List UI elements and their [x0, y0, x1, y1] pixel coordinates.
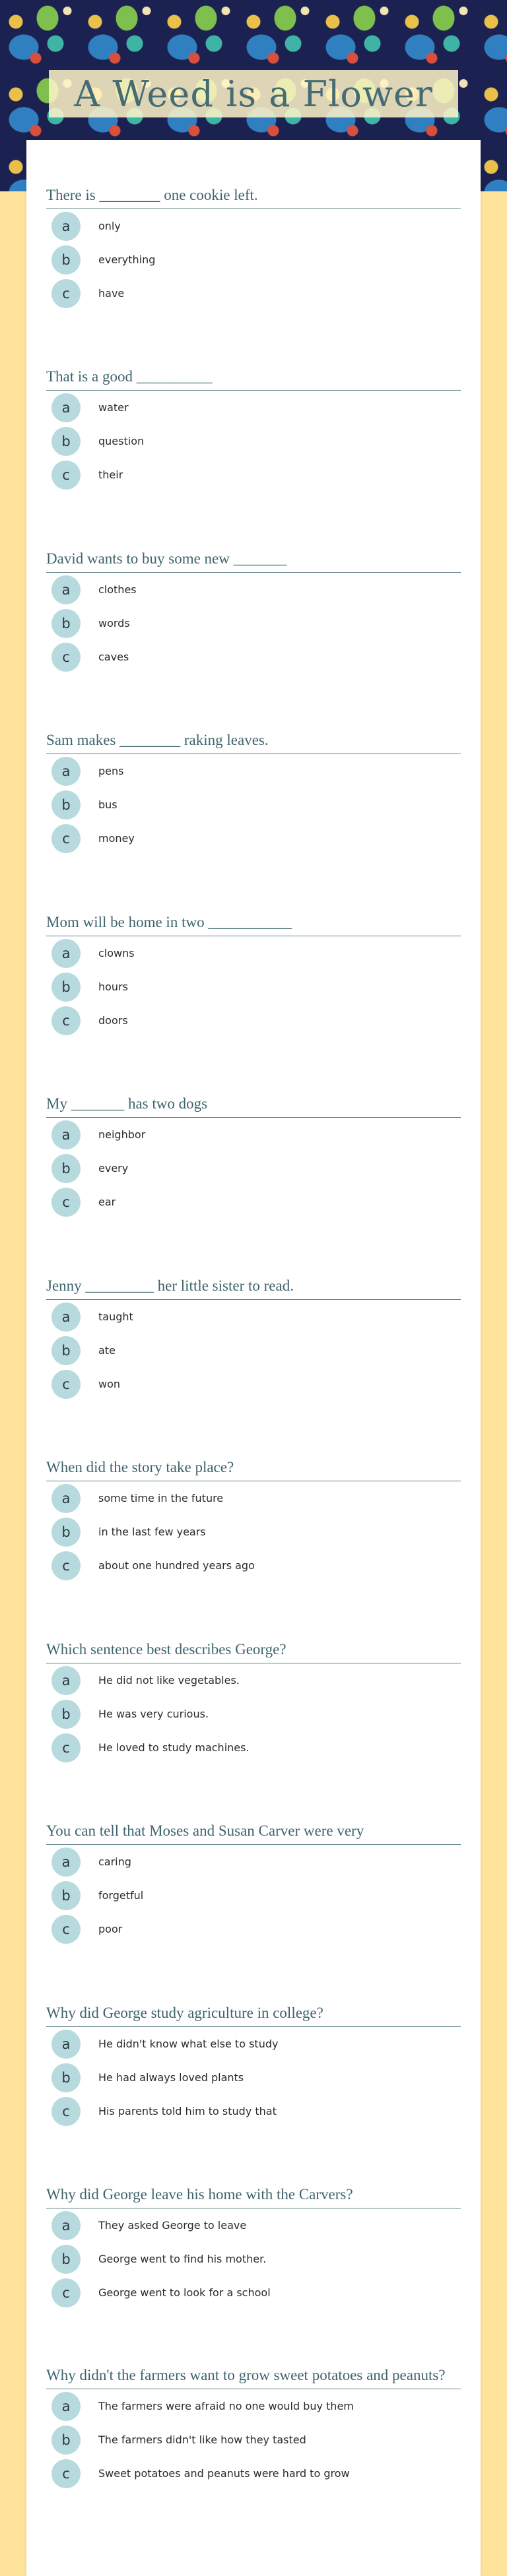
option-letter-badge[interactable]: b — [51, 427, 81, 456]
option-letter-badge[interactable]: b — [51, 609, 81, 638]
option-letter-badge[interactable]: b — [51, 790, 81, 820]
option-text: forgetful — [98, 1889, 144, 1902]
option-letter-badge[interactable]: b — [51, 1518, 81, 1547]
option-text: about one hundred years ago — [98, 1559, 255, 1572]
option-text: ear — [98, 1196, 116, 1208]
option-letter-badge[interactable]: a — [51, 1120, 81, 1149]
question-5 — [46, 913, 461, 1037]
answer-option[interactable] — [46, 424, 461, 458]
option-text: He was very curious. — [98, 1708, 209, 1720]
answer-option[interactable] — [46, 1912, 461, 1946]
option-letter-badge[interactable]: b — [51, 1336, 81, 1365]
question-2 — [46, 368, 461, 492]
question-text: You can tell that Moses and Susan Carver were very — [46, 1822, 461, 1845]
answer-option[interactable] — [46, 1549, 461, 1582]
option-text: George went to find his mother. — [98, 2253, 267, 2265]
answer-option[interactable] — [46, 209, 461, 243]
worksheet-sheet — [26, 140, 481, 2576]
question-text: Mom will be home in two ___________ — [46, 913, 461, 936]
option-text: question — [98, 435, 145, 447]
option-text: in the last few years — [98, 1526, 206, 1538]
option-letter-badge[interactable]: c — [51, 1370, 81, 1399]
worksheet-title: A Weed is a Flower — [74, 73, 433, 115]
option-text: They asked George to leave — [98, 2219, 247, 2232]
option-text: everything — [98, 253, 156, 266]
option-letter-badge[interactable]: a — [51, 393, 81, 422]
answer-option[interactable] — [46, 2389, 461, 2423]
answer-option[interactable] — [46, 1515, 461, 1549]
option-text: bus — [98, 798, 118, 811]
question-text: My _______ has two dogs — [46, 1095, 461, 1118]
option-letter-badge[interactable]: c — [51, 643, 81, 672]
question-9 — [46, 1640, 461, 1764]
option-letter-badge[interactable]: a — [51, 1303, 81, 1332]
question-text: David wants to buy some new _______ — [46, 550, 461, 573]
option-text: only — [98, 220, 121, 232]
answer-option[interactable] — [46, 2242, 461, 2276]
option-text: taught — [98, 1310, 133, 1323]
question-text: That is a good __________ — [46, 368, 461, 391]
option-letter-badge[interactable]: c — [51, 279, 81, 308]
option-letter-badge[interactable]: b — [51, 973, 81, 1002]
question-6 — [46, 1095, 461, 1219]
option-text: money — [98, 832, 135, 845]
answer-option[interactable] — [46, 2457, 461, 2490]
option-letter-badge[interactable]: b — [51, 2063, 81, 2092]
option-letter-badge[interactable]: a — [51, 2392, 81, 2421]
option-text: water — [98, 401, 129, 414]
option-text: their — [98, 468, 123, 481]
option-letter-badge[interactable]: a — [51, 2211, 81, 2240]
option-text: He didn't know what else to study — [98, 2038, 279, 2050]
answer-option[interactable] — [46, 276, 461, 310]
option-letter-badge[interactable]: a — [51, 575, 81, 604]
answer-option[interactable] — [46, 1118, 461, 1151]
answer-option[interactable] — [46, 1879, 461, 1912]
question-text: Why did George leave his home with the Carvers? — [46, 2185, 461, 2208]
option-letter-badge[interactable]: c — [51, 2459, 81, 2488]
answer-option[interactable] — [46, 640, 461, 674]
answer-option[interactable] — [46, 1004, 461, 1037]
answer-option[interactable] — [46, 606, 461, 640]
question-12 — [46, 2185, 461, 2309]
answer-option[interactable] — [46, 2276, 461, 2309]
answer-option[interactable] — [46, 821, 461, 855]
question-text: Which sentence best describes George? — [46, 1640, 461, 1663]
option-letter-badge[interactable]: b — [51, 1700, 81, 1729]
answer-option[interactable] — [46, 936, 461, 970]
option-letter-badge[interactable]: c — [51, 1551, 81, 1580]
question-7 — [46, 1277, 461, 1401]
option-letter-badge[interactable]: a — [51, 1848, 81, 1877]
option-text: clothes — [98, 583, 137, 596]
option-letter-badge[interactable]: a — [51, 1484, 81, 1513]
title-box — [49, 70, 458, 117]
question-text: There is ________ one cookie left. — [46, 186, 461, 209]
option-text: doors — [98, 1014, 128, 1027]
option-letter-badge[interactable]: c — [51, 824, 81, 853]
option-text: He did not like vegetables. — [98, 1674, 240, 1687]
answer-option[interactable] — [46, 1185, 461, 1219]
option-text: have — [98, 287, 125, 300]
question-13 — [46, 2366, 461, 2490]
answer-option[interactable] — [46, 1731, 461, 1764]
question-3 — [46, 550, 461, 674]
option-letter-badge[interactable]: a — [51, 939, 81, 968]
option-text: The farmers didn't like how they tasted — [98, 2433, 306, 2446]
option-text: His parents told him to study that — [98, 2105, 277, 2117]
option-letter-badge[interactable]: c — [51, 461, 81, 490]
answer-option[interactable] — [46, 2061, 461, 2094]
answer-option[interactable] — [46, 754, 461, 788]
option-text: ate — [98, 1344, 116, 1357]
question-11 — [46, 2004, 461, 2128]
answer-option[interactable] — [46, 970, 461, 1004]
option-text: hours — [98, 981, 128, 993]
answer-option[interactable] — [46, 2208, 461, 2242]
option-text: neighbor — [98, 1128, 146, 1141]
option-text: caves — [98, 651, 129, 663]
option-text: He had always loved plants — [98, 2071, 244, 2084]
question-text: Why did George study agriculture in college? — [46, 2004, 461, 2027]
option-text: some time in the future — [98, 1492, 224, 1504]
answer-option[interactable] — [46, 2094, 461, 2128]
answer-option[interactable] — [46, 1663, 461, 1697]
answer-option[interactable] — [46, 1334, 461, 1367]
option-letter-badge[interactable]: c — [51, 2278, 81, 2307]
answer-option[interactable] — [46, 1697, 461, 1731]
option-letter-badge[interactable]: a — [51, 757, 81, 786]
answer-option[interactable] — [46, 573, 461, 606]
question-text: Why didn't the farmers want to grow sweet potatoes and peanuts? — [46, 2366, 461, 2389]
option-letter-badge[interactable]: a — [51, 2030, 81, 2059]
answer-option[interactable] — [46, 788, 461, 821]
option-letter-badge[interactable]: c — [51, 1188, 81, 1217]
option-letter-badge[interactable]: c — [51, 1733, 81, 1762]
option-letter-badge[interactable]: c — [51, 1915, 81, 1944]
option-letter-badge[interactable]: b — [51, 245, 81, 274]
option-letter-badge[interactable]: b — [51, 1881, 81, 1910]
question-text: When did the story take place? — [46, 1458, 461, 1481]
option-text: poor — [98, 1923, 123, 1935]
answer-option[interactable] — [46, 458, 461, 492]
answer-option[interactable] — [46, 1845, 461, 1879]
option-letter-badge[interactable]: c — [51, 2097, 81, 2126]
question-1 — [46, 186, 461, 310]
question-text: Sam makes ________ raking leaves. — [46, 731, 461, 754]
option-text: won — [98, 1378, 121, 1390]
option-letter-badge[interactable]: b — [51, 2245, 81, 2274]
option-letter-badge[interactable]: b — [51, 1154, 81, 1183]
answer-option[interactable] — [46, 2423, 461, 2457]
option-letter-badge[interactable]: a — [51, 1666, 81, 1695]
question-text: Jenny _________ her little sister to read. — [46, 1277, 461, 1300]
option-letter-badge[interactable]: a — [51, 212, 81, 241]
option-text: Sweet potatoes and peanuts were hard to grow — [98, 2467, 350, 2480]
answer-option[interactable] — [46, 391, 461, 424]
answer-option[interactable] — [46, 1367, 461, 1401]
question-10 — [46, 1822, 461, 1946]
option-text: every — [98, 1162, 129, 1175]
option-letter-badge[interactable]: c — [51, 1006, 81, 1035]
option-text: George went to look for a school — [98, 2286, 271, 2299]
question-8 — [46, 1458, 461, 1582]
option-text: He loved to study machines. — [98, 1741, 250, 1754]
option-text: pens — [98, 765, 124, 777]
question-4 — [46, 731, 461, 855]
option-text: The farmers were afraid no one would buy them — [98, 2400, 354, 2412]
answer-option[interactable] — [46, 1300, 461, 1334]
option-letter-badge[interactable]: b — [51, 2426, 81, 2455]
option-text: caring — [98, 1855, 131, 1868]
answer-option[interactable] — [46, 2027, 461, 2061]
answer-option[interactable] — [46, 1151, 461, 1185]
answer-option[interactable] — [46, 1481, 461, 1515]
answer-option[interactable] — [46, 243, 461, 276]
option-text: clowns — [98, 947, 135, 959]
option-text: words — [98, 617, 130, 629]
